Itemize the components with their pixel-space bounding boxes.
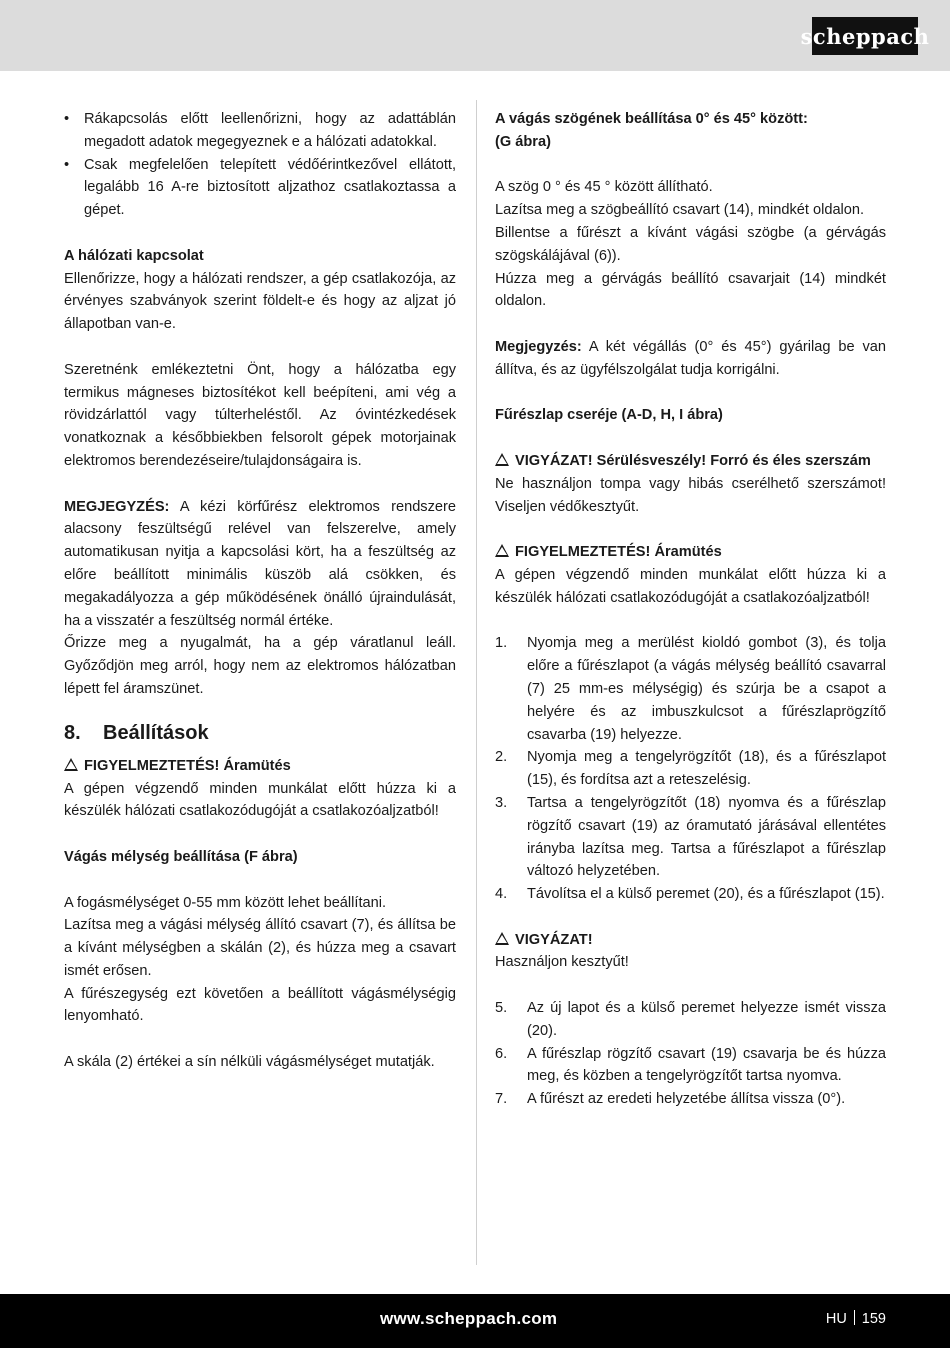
page-indicator bbox=[826, 1310, 886, 1327]
list-item: 4. Távolítsa el a külső peremet (20), és a fűrészlapot (15). bbox=[495, 886, 885, 903]
list-item: • Csak megfelelően telepített védőérintkezővel ellátott, legalább 16 A-re biztosított aljzathoz csatlakoztassa a gépet. bbox=[64, 156, 456, 219]
bullet-list bbox=[64, 108, 456, 222]
list-item: • Rákapcsolás előtt leellenőrizni, hogy az adattáblán megadott adatok megegyeznek e a hálózati adatokkal. bbox=[64, 111, 456, 150]
reminder-text: Szeretnénk emlékeztetni Önt, hogy a hálózatba egy termikus mágneses biztosítékot kell beépíteni, ami vég a rövidzárlattól vagy túlterheléstől. Az óvintézkedések vonatkoznak a későbbiekben felsorolt gépek motorjainak elektromos berendezéseire/tulajdonságaira is. bbox=[64, 361, 456, 469]
list-item: 6. A fűrészlap rögzítő csavart (19) csavarja be és húzza meg, és közben a tengelyrögzítőt tartsa nyomva. bbox=[495, 1045, 886, 1085]
calm-text: Őrizze meg a nyugalmát, ha a gép váratlanul leáll. Győződjön meg arról, hogy nem az elektromos hálózatban lépett fel áramszünet. bbox=[64, 635, 456, 697]
website-link[interactable]: www.scheppach.com bbox=[380, 1309, 558, 1328]
angle-line: Lazítsa meg a szögbeállító csavart (14), mindkét oldalon. bbox=[495, 202, 865, 219]
warning-triangle-icon bbox=[64, 758, 78, 771]
angle-note: Megjegyzés: A két végállás (0° és 45°) gyárilag be van állítva, és az ügyfélszolgálat tudja korrigálni. bbox=[495, 338, 886, 378]
language-code: HU bbox=[825, 1311, 847, 1327]
brand-logo: scheppach bbox=[812, 17, 918, 55]
blade-steps-list bbox=[495, 632, 886, 906]
warning-triangle-icon bbox=[495, 932, 509, 945]
network-text: Ellenőrizze, hogy a hálózati rendszer, a gép csatlakozója, az érvényes szabványok szerint földelt-e és hogy az aljzat jó állapotban van-e. bbox=[64, 270, 456, 333]
network-heading: A hálózati kapcsolat bbox=[64, 247, 204, 264]
warning-triangle-icon bbox=[495, 544, 509, 557]
depth-heading: Vágás mélység beállítása (F ábra) bbox=[64, 848, 298, 865]
caution-title: VIGYÁZAT! bbox=[495, 929, 886, 952]
header-bar bbox=[0, 0, 950, 71]
scale-text: A skála (2) értékei a sín nélküli vágásmélységet mutatják. bbox=[64, 1054, 435, 1071]
caution-title: VIGYÁZAT! Sérülésveszély! Forró és éles szerszám bbox=[495, 450, 886, 473]
warning-triangle-icon bbox=[495, 453, 509, 466]
blade-heading: Fűrészlap cseréje (A-D, H, I ábra) bbox=[495, 407, 723, 424]
right-column bbox=[495, 108, 886, 1111]
caution-text: Használjon kesztyűt! bbox=[495, 954, 629, 971]
left-column bbox=[64, 108, 456, 1074]
warning-title: FIGYELMEZTETÉS! Áramütés bbox=[64, 755, 456, 778]
column-divider bbox=[476, 100, 477, 1265]
footer-bar bbox=[0, 1294, 950, 1348]
list-item: 2. Nyomja meg a tengelyrögzítőt (18), és a fűrészlapot (15), és fordítsa azt a reteszelésig. bbox=[495, 749, 886, 789]
angle-line: Billentse a fűrészt a kívánt vágási szögbe (a gérvágás szögskálájával (6)). bbox=[495, 224, 886, 264]
warning-text: A gépen végzendő minden munkálat előtt húzza ki a készülék hálózati csatlakozódugóját a csatlakozóaljzatból! bbox=[495, 566, 886, 606]
depth-line: A fűrészegység ezt követően a beállított vágásmélységig lenyomható. bbox=[64, 985, 456, 1025]
list-item: 5. Az új lapot és a külső peremet helyezze ismét vissza (20). bbox=[495, 1000, 886, 1039]
page-number: 159 bbox=[861, 1311, 886, 1327]
caution-text: Ne használjon tompa vagy hibás cserélhető szerszámot! Viseljen védőkesztyűt. bbox=[495, 475, 886, 515]
depth-line: A fogásmélységet 0-55 mm között lehet beállítani. bbox=[64, 894, 387, 911]
list-item: 1. Nyomja meg a merülést kioldó gombot (3), és tolja előre a fűrészlapot (a vágás mélység beállító csavarral (7) 25 mm-es mélységig) és szúrja be a csapot a helyére és az imbuszkulcsot a fűrészlaprögzítő csavarba (19) helyezze. bbox=[495, 635, 886, 743]
list-item: 3. Tartsa a tengelyrögzítőt (18) nyomva és a fűrészlap rögzítő csavart (19) az óramutató járásával ellentétes irányba lazítsa meg. Tartsa a fűrészlapot a fűrészlap változó helyzetében. bbox=[495, 794, 886, 880]
angle-line: A szög 0 ° és 45 ° között állítható. bbox=[495, 179, 713, 196]
warning-text: A gépen végzendő minden munkálat előtt húzza ki a készülék hálózati csatlakozódugóját a csatlakozóaljzatból! bbox=[64, 780, 456, 820]
list-item: 7. A fűrészt az eredeti helyzetébe állítsa vissza (0°). bbox=[495, 1091, 846, 1108]
angle-heading: A vágás szögének beállítása 0° és 45° között: bbox=[495, 111, 808, 127]
page-separator bbox=[854, 1310, 855, 1325]
section-title: 8. Beállítások bbox=[64, 721, 209, 744]
depth-line: Lazítsa meg a vágási mélység állító csavart (7), és állítsa be a kívánt mélységben a skálán (2), és húzza meg a csavart ismét erősen. bbox=[64, 917, 456, 979]
angle-line: Húzza meg a gérvágás beállító csavarjait (14) mindkét oldalon. bbox=[495, 270, 886, 310]
blade-steps-list-continued bbox=[495, 997, 886, 1111]
warning-title: FIGYELMEZTETÉS! Áramütés bbox=[495, 541, 886, 564]
angle-heading-figure: (G ábra) bbox=[495, 133, 551, 150]
low-voltage-note: MEGJEGYZÉS: A kézi körfűrész elektromos rendszere alacsony feszültségű relével van felszerelve, amely automatikusan nyitja a kapcsolási kört, ha a feszültség az előre beállított minimális küszöb alá csökken, és megakadályozza a gép működésének önálló újraindulását, ha a visszatér a feszültség normál értéke. bbox=[64, 498, 456, 629]
